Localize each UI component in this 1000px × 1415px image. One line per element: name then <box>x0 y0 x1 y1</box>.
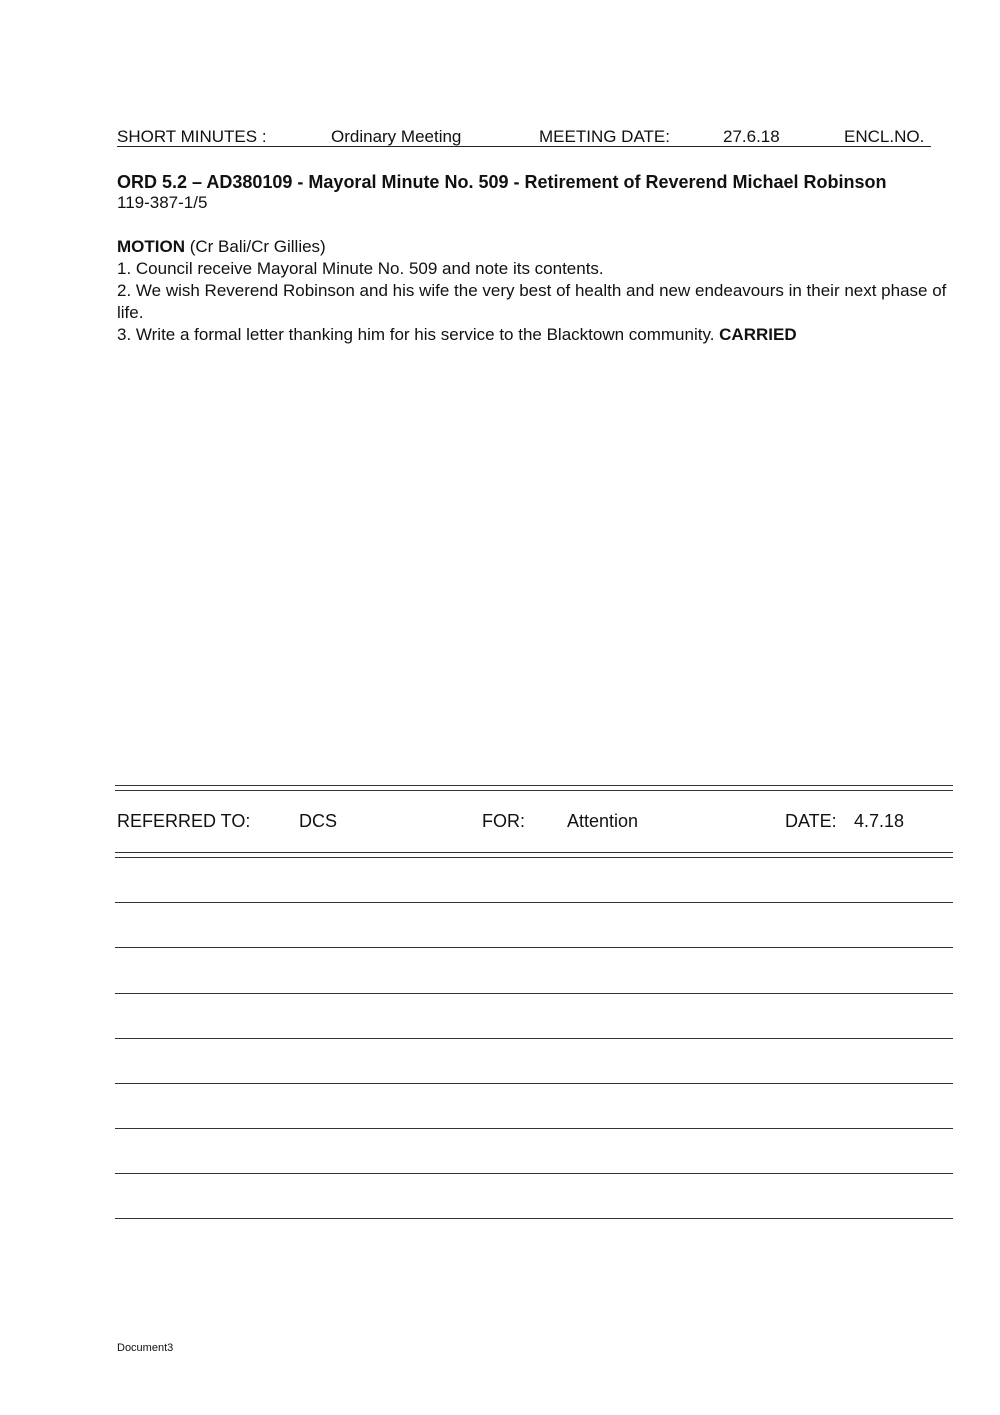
blank-line <box>115 1038 953 1039</box>
meeting-date-label: MEETING DATE: <box>539 127 670 146</box>
blank-line <box>115 1083 953 1084</box>
meeting-date: 27.6.18 <box>723 127 780 146</box>
short-minutes-label: SHORT MINUTES : <box>117 127 267 146</box>
encl-no-label: ENCL.NO. <box>844 127 925 146</box>
referred-to-value: DCS <box>299 811 338 831</box>
item-reference: 119-387-1/5 <box>117 193 208 212</box>
date-value: 4.7.18 <box>854 811 905 831</box>
for-value: Attention <box>567 811 639 831</box>
motion-result: CARRIED <box>719 325 797 344</box>
blank-line <box>115 993 953 994</box>
motion-point-1: 1. Council receive Mayoral Minute No. 509 and note its contents. <box>117 259 604 278</box>
motion-point-3 <box>117 324 957 346</box>
meeting-type: Ordinary Meeting <box>331 127 462 146</box>
motion-point-2: 2. We wish Reverend Robinson and his wife the very best of health and new endeavours in their next phase of life. <box>117 281 947 322</box>
motion-movers: (Cr Bali/Cr Gillies) <box>185 237 326 256</box>
motion-heading <box>117 236 957 258</box>
motion-point-3-text: 3. Write a formal letter thanking him for his service to the Blacktown community. <box>117 325 720 344</box>
referral-row <box>117 809 957 833</box>
motion-label: MOTION <box>117 237 185 256</box>
blank-line <box>115 1173 953 1174</box>
blank-line <box>115 1128 953 1129</box>
blank-line <box>115 947 953 948</box>
item-title: ORD 5.2 – AD380109 - Mayoral Minute No. 509 - Retirement of Reverend Michael Robinson <box>117 172 887 192</box>
referral-top-rule <box>115 785 953 791</box>
header-underline <box>117 146 931 147</box>
document-name: Document3 <box>117 1342 174 1354</box>
header-line <box>117 127 933 147</box>
referred-to-label: REFERRED TO: <box>117 811 251 831</box>
blank-line <box>115 902 953 903</box>
motion-block <box>117 236 957 346</box>
blank-line <box>115 1218 953 1219</box>
date-label: DATE: <box>785 811 837 831</box>
referral-bottom-rule <box>115 852 953 858</box>
for-label: FOR: <box>482 811 525 831</box>
